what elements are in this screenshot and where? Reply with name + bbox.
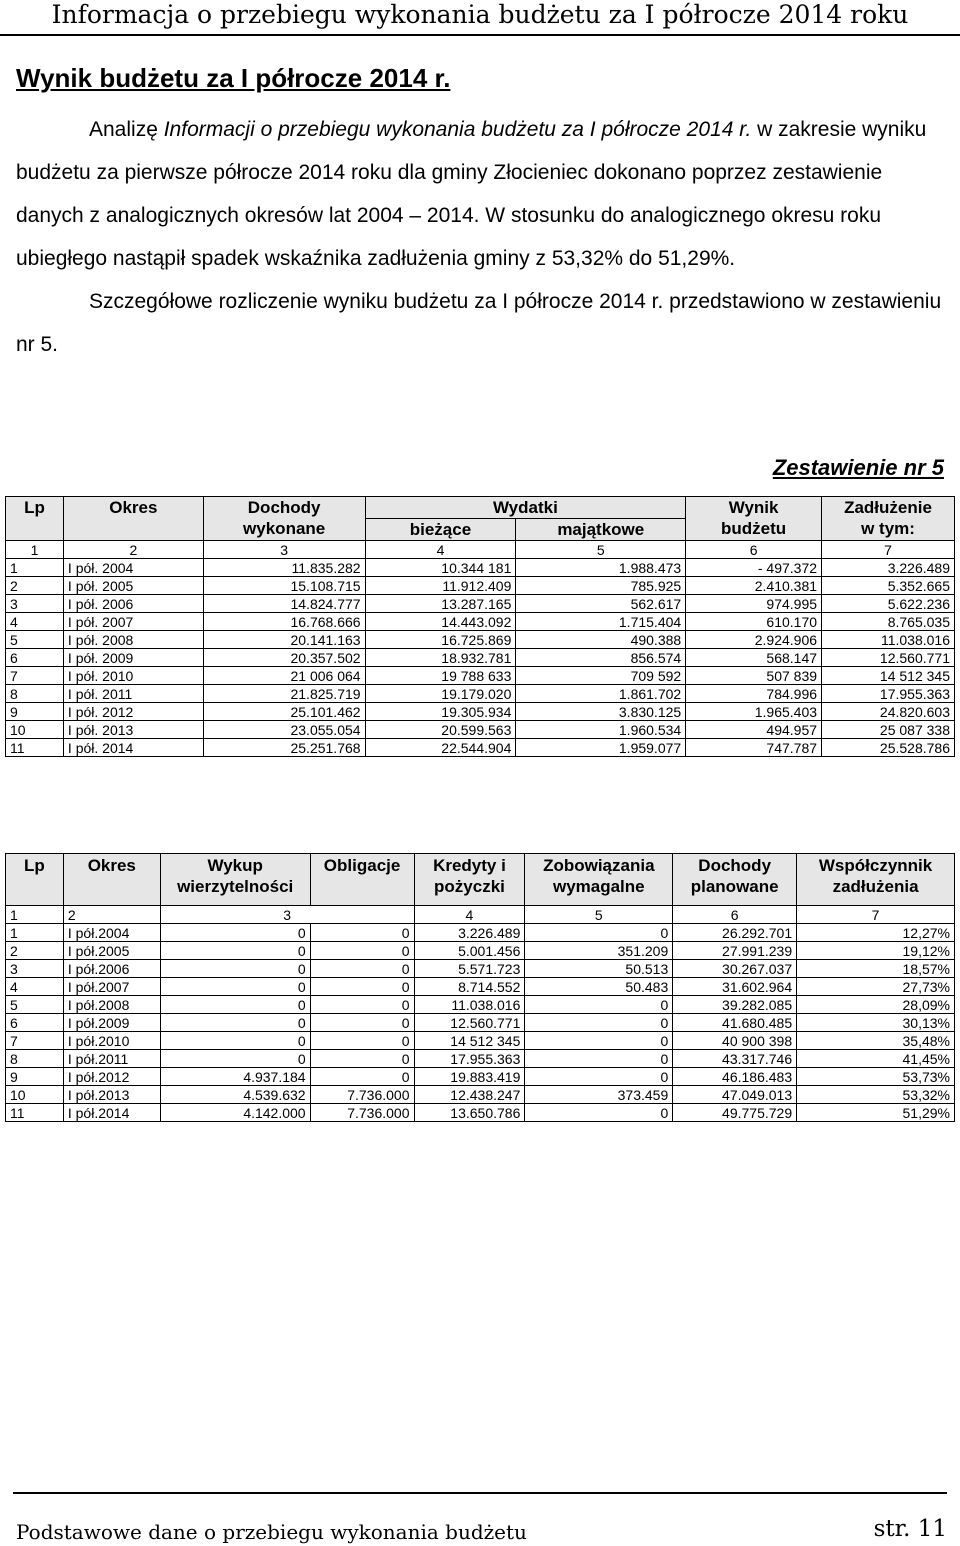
table-cell: 1.960.534	[516, 721, 686, 739]
table-cell: 12.438.247	[414, 1086, 525, 1104]
table-cell: 373.459	[525, 1086, 673, 1104]
table-cell: 11.038.016	[822, 631, 955, 649]
table1-header-lp: Lp	[6, 497, 64, 519]
running-header-title: Informacja o przebiegu wykonania budżetu za I półrocze 2014 roku	[51, 0, 909, 29]
table-cell: 7.736.000	[310, 1104, 414, 1122]
table-cell: 0	[160, 978, 310, 996]
table-cell: 0	[310, 942, 414, 960]
table-cell: I pół. 2013	[63, 721, 203, 739]
table-cell: 15.108.715	[203, 577, 365, 595]
table-cell: 31.602.964	[673, 978, 797, 996]
table1-header-row	[6, 497, 955, 519]
table-row	[6, 960, 955, 978]
table2-header-zobowiazania	[525, 854, 673, 906]
column-number: 7	[822, 541, 955, 559]
page-number: str. 11	[873, 1516, 947, 1542]
table-cell: 4	[6, 978, 64, 996]
table-cell: 0	[160, 1032, 310, 1050]
table-cell: 17.955.363	[822, 685, 955, 703]
table2-header-lp: Lp	[6, 854, 64, 906]
table1-header-wydatki: Wydatki	[365, 497, 686, 519]
table-cell: 14 512 345	[822, 667, 955, 685]
table-cell: 4.539.632	[160, 1086, 310, 1104]
table-cell: 2	[6, 942, 64, 960]
column-number: 1	[6, 906, 64, 924]
table-cell: 8.765.035	[822, 613, 955, 631]
table-row	[6, 1050, 955, 1068]
table-cell: 21.825.719	[203, 685, 365, 703]
table-row	[6, 577, 955, 595]
table-cell: 5.571.723	[414, 960, 525, 978]
table-cell: 12.560.771	[414, 1014, 525, 1032]
table1-header-wynik: Wynik	[686, 497, 822, 519]
table-cell: 507 839	[686, 667, 822, 685]
table-cell: 5.622.236	[822, 595, 955, 613]
table2-header-kredyty-line1: Kredyty i	[433, 856, 506, 875]
table-cell: 11	[6, 739, 64, 757]
table-cell: I pół.2014	[63, 1104, 160, 1122]
table1-header-zadluzenie-sub: w tym:	[822, 519, 955, 541]
table-cell: 10	[6, 721, 64, 739]
table-cell: 11.912.409	[365, 577, 516, 595]
table-row	[6, 996, 955, 1014]
table-cell: 11.038.016	[414, 996, 525, 1014]
table-cell: 562.617	[516, 595, 686, 613]
table-cell: 8	[6, 1050, 64, 1068]
table-cell: 0	[160, 942, 310, 960]
table2-header-dochody-line1: Dochody	[698, 856, 772, 875]
table-cell: I pół. 2010	[63, 667, 203, 685]
debt-ratio-table	[5, 853, 955, 1122]
table-cell: 25 087 338	[822, 721, 955, 739]
table2-body	[6, 924, 955, 1122]
table-row	[6, 559, 955, 577]
table-cell: 18,57%	[797, 960, 955, 978]
table-cell: - 497.372	[686, 559, 822, 577]
table2-header-wspolczynnik-line1: Współczynnik	[818, 856, 933, 875]
table-cell: 3	[6, 960, 64, 978]
table1-header-majatkowe: majątkowe	[516, 519, 686, 541]
table2-header-dochody	[673, 854, 797, 906]
table-cell: I pół.2013	[63, 1086, 160, 1104]
table-row	[6, 1068, 955, 1086]
table-row	[6, 1086, 955, 1104]
table2-column-numbers	[6, 906, 955, 924]
section-title: Wynik budżetu za I półrocze 2014 r.	[16, 63, 451, 93]
table-cell: 25.251.768	[203, 739, 365, 757]
column-number: 7	[797, 906, 955, 924]
column-number: 2	[63, 541, 203, 559]
table-cell: 1	[6, 924, 64, 942]
table-cell: 9	[6, 1068, 64, 1086]
table-cell: 24.820.603	[822, 703, 955, 721]
table-cell: 7.736.000	[310, 1086, 414, 1104]
table-cell: 16.725.869	[365, 631, 516, 649]
column-number: 4	[414, 906, 525, 924]
table-cell: 50.483	[525, 978, 673, 996]
table-cell: I pół. 2006	[63, 595, 203, 613]
table2-header-wspolczynnik	[797, 854, 955, 906]
table-cell: 46.186.483	[673, 1068, 797, 1086]
table-cell: 19,12%	[797, 942, 955, 960]
table-row	[6, 595, 955, 613]
table-cell: 16.768.666	[203, 613, 365, 631]
table-cell: 0	[160, 924, 310, 942]
table-cell: 0	[525, 1050, 673, 1068]
table-cell: 53,32%	[797, 1086, 955, 1104]
table-cell: 39.282.085	[673, 996, 797, 1014]
table-cell: 53,73%	[797, 1068, 955, 1086]
table-cell: 1.861.702	[516, 685, 686, 703]
table2-header-wspolczynnik-line2: zadłużenia	[832, 877, 919, 896]
paragraph-rest: w zakresie wyniku budżetu za pierwsze półrocze 2014 roku dla gminy Złocieniec dokonano poprzez zestawienie danych z analogicznych okresów lat 2004 – 2014. W stosunku do analogicznego okresu roku ubiegłego nastąpił spadek wskaźnika zadłużenia gminy z 53,32% do 51,29%.	[16, 118, 927, 270]
column-number: 3	[203, 541, 365, 559]
table-row	[6, 739, 955, 757]
table-cell: 43.317.746	[673, 1050, 797, 1068]
column-number: 2	[63, 906, 160, 924]
table-cell: 6	[6, 1014, 64, 1032]
table-cell: 27,73%	[797, 978, 955, 996]
table-cell: 7	[6, 1032, 64, 1050]
table-cell: 3.226.489	[414, 924, 525, 942]
table-cell: 20.141.163	[203, 631, 365, 649]
table-cell: 0	[310, 978, 414, 996]
table2-header-wykup-line2: wierzytelności	[177, 877, 294, 896]
table-cell: 50.513	[525, 960, 673, 978]
table-cell: 2.410.381	[686, 577, 822, 595]
table-row	[6, 924, 955, 942]
table-cell: 23.055.054	[203, 721, 365, 739]
table-row	[6, 978, 955, 996]
table-cell: 1.988.473	[516, 559, 686, 577]
table-cell: 1.715.404	[516, 613, 686, 631]
paragraph-lead: Analizę	[89, 118, 164, 141]
table1-header-blank	[63, 519, 203, 541]
table-cell: 27.991.239	[673, 942, 797, 960]
body-text	[16, 108, 951, 366]
table-cell: 14 512 345	[414, 1032, 525, 1050]
table-cell: 0	[310, 1050, 414, 1068]
table-cell: 30.267.037	[673, 960, 797, 978]
table-cell: 21 006 064	[203, 667, 365, 685]
table2-header-wykup	[160, 854, 310, 906]
footer-section-title: Podstawowe dane o przebiegu wykonania budżetu	[16, 1520, 527, 1544]
column-number: 6	[686, 541, 822, 559]
table-cell: I pół.2008	[63, 996, 160, 1014]
table-cell: I pół.2005	[63, 942, 160, 960]
table1-header-dochody: Dochody	[203, 497, 365, 519]
table-cell: I pół.2009	[63, 1014, 160, 1032]
table1-header-wynik-sub: budżetu	[686, 519, 822, 541]
table-cell: 490.388	[516, 631, 686, 649]
table-cell: I pół. 2009	[63, 649, 203, 667]
table-row	[6, 1032, 955, 1050]
table-cell: 19.883.419	[414, 1068, 525, 1086]
paragraph-analysis	[16, 108, 951, 280]
table2-header-wykup-line1: Wykup	[207, 856, 263, 875]
table-cell: I pół.2011	[63, 1050, 160, 1068]
table-cell: 1.959.077	[516, 739, 686, 757]
table-cell: I pół. 2011	[63, 685, 203, 703]
column-number: 5	[516, 541, 686, 559]
table-cell: 3.226.489	[822, 559, 955, 577]
table2-header-kredyty	[414, 854, 525, 906]
table-cell: 49.775.729	[673, 1104, 797, 1122]
table-cell: 4.142.000	[160, 1104, 310, 1122]
table-cell: 1.965.403	[686, 703, 822, 721]
table-cell: 10	[6, 1086, 64, 1104]
table-cell: 747.787	[686, 739, 822, 757]
table-cell: 9	[6, 703, 64, 721]
table-cell: 41,45%	[797, 1050, 955, 1068]
table-cell: 19 788 633	[365, 667, 516, 685]
table-cell: 0	[525, 1014, 673, 1032]
table-cell: 51,29%	[797, 1104, 955, 1122]
table-cell: 856.574	[516, 649, 686, 667]
column-number: 5	[525, 906, 673, 924]
table-cell: I pół. 2008	[63, 631, 203, 649]
table-cell: 35,48%	[797, 1032, 955, 1050]
header-rule	[0, 34, 960, 36]
table-cell: 13.287.165	[365, 595, 516, 613]
table-cell: 40 900 398	[673, 1032, 797, 1050]
table-cell: I pół. 2014	[63, 739, 203, 757]
table-cell: 28,09%	[797, 996, 955, 1014]
table-cell: 610.170	[686, 613, 822, 631]
table-cell: 18.932.781	[365, 649, 516, 667]
footer-rule	[13, 1492, 947, 1494]
table1-header-okres: Okres	[63, 497, 203, 519]
table-cell: 0	[310, 960, 414, 978]
table1-header-blank	[6, 519, 64, 541]
table-cell: 2	[6, 577, 64, 595]
table-cell: 47.049.013	[673, 1086, 797, 1104]
table-cell: 25.528.786	[822, 739, 955, 757]
table2-header-dochody-line2: planowane	[690, 877, 779, 896]
table-row	[6, 721, 955, 739]
table-cell: 41.680.485	[673, 1014, 797, 1032]
table1-header-row-2	[6, 519, 955, 541]
table-cell: I pół. 2004	[63, 559, 203, 577]
table-row	[6, 703, 955, 721]
table-cell: I pół.2007	[63, 978, 160, 996]
table-cell: 26.292.701	[673, 924, 797, 942]
table-cell: 12,27%	[797, 924, 955, 942]
table-cell: 0	[525, 924, 673, 942]
table-cell: 0	[160, 960, 310, 978]
table-cell: 3	[6, 595, 64, 613]
table-cell: 494.957	[686, 721, 822, 739]
table1-column-numbers	[6, 541, 955, 559]
table-cell: 709 592	[516, 667, 686, 685]
table-cell: 784.996	[686, 685, 822, 703]
table-cell: 8.714.552	[414, 978, 525, 996]
table1-body	[6, 559, 955, 757]
table-cell: 7	[6, 667, 64, 685]
table-cell: I pół.2004	[63, 924, 160, 942]
table-cell: 30,13%	[797, 1014, 955, 1032]
table-cell: 1	[6, 559, 64, 577]
table-cell: 0	[160, 996, 310, 1014]
table-cell: 0	[525, 1032, 673, 1050]
table-cell: 20.357.502	[203, 649, 365, 667]
table-cell: 11	[6, 1104, 64, 1122]
table1-header-dochody-sub: wykonane	[203, 519, 365, 541]
table-cell: 5.352.665	[822, 577, 955, 595]
table2-header-row	[6, 854, 955, 906]
table-cell: 2.924.906	[686, 631, 822, 649]
table-cell: I pół.2010	[63, 1032, 160, 1050]
table-cell: 25.101.462	[203, 703, 365, 721]
table-cell: 22.544.904	[365, 739, 516, 757]
table-cell: 0	[160, 1014, 310, 1032]
table-cell: 0	[310, 996, 414, 1014]
table-cell: 0	[310, 1068, 414, 1086]
table-cell: 5.001.456	[414, 942, 525, 960]
table-row	[6, 631, 955, 649]
table-row	[6, 613, 955, 631]
running-header	[0, 0, 960, 40]
column-number: 1	[6, 541, 64, 559]
column-number: 6	[673, 906, 797, 924]
table-cell: 0	[525, 996, 673, 1014]
table-row	[6, 942, 955, 960]
table-cell: 19.305.934	[365, 703, 516, 721]
table2-header-zobowiazania-line1: Zobowiązania	[543, 856, 655, 875]
table2-header-okres: Okres	[63, 854, 160, 906]
table2-header-kredyty-line2: pożyczki	[434, 877, 505, 896]
column-number: 3	[160, 906, 414, 924]
table-cell: I pół. 2005	[63, 577, 203, 595]
table-row	[6, 667, 955, 685]
table2-header-zobowiazania-line2: wymagalne	[552, 877, 645, 896]
table-cell: 568.147	[686, 649, 822, 667]
table1-header-zadluzenie: Zadłużenie	[822, 497, 955, 519]
table-cell: 11.835.282	[203, 559, 365, 577]
paragraph-details: Szczegółowe rozliczenie wyniku budżetu za I półrocze 2014 r. przedstawiono w zestawieniu nr 5.	[16, 290, 942, 356]
table-cell: 3.830.125	[516, 703, 686, 721]
table-row	[6, 1104, 955, 1122]
table-cell: 0	[525, 1068, 673, 1086]
table-cell: 0	[160, 1050, 310, 1068]
table-row	[6, 685, 955, 703]
table1-header-biezace: bieżące	[365, 519, 516, 541]
column-number: 4	[365, 541, 516, 559]
table-cell: 17.955.363	[414, 1050, 525, 1068]
table-cell: 12.560.771	[822, 649, 955, 667]
table-cell: 0	[310, 1032, 414, 1050]
table-cell: 4	[6, 613, 64, 631]
table-row	[6, 649, 955, 667]
table-cell: 10.344 181	[365, 559, 516, 577]
table-cell: 19.179.020	[365, 685, 516, 703]
table-cell: 14.443.092	[365, 613, 516, 631]
table-cell: 0	[310, 924, 414, 942]
table-cell: 5	[6, 631, 64, 649]
table-cell: 6	[6, 649, 64, 667]
table-cell: I pół.2012	[63, 1068, 160, 1086]
table-cell: 13.650.786	[414, 1104, 525, 1122]
table-cell: I pół. 2007	[63, 613, 203, 631]
statement-label: Zestawienie nr 5	[772, 455, 944, 480]
table-cell: 0	[310, 1014, 414, 1032]
table-cell: 4.937.184	[160, 1068, 310, 1086]
table-cell: 785.925	[516, 577, 686, 595]
table-cell: 0	[525, 1104, 673, 1122]
table-cell: I pół.2006	[63, 960, 160, 978]
table2-header-obligacje: Obligacje	[310, 854, 414, 906]
table-cell: 20.599.563	[365, 721, 516, 739]
table-cell: 974.995	[686, 595, 822, 613]
table-cell: 5	[6, 996, 64, 1014]
table-row	[6, 1014, 955, 1032]
paragraph-document-title: Informacji o przebiegu wykonania budżetu za I półrocze 2014 r.	[163, 118, 752, 141]
table-cell: 8	[6, 685, 64, 703]
table-cell: 14.824.777	[203, 595, 365, 613]
table-cell: 351.209	[525, 942, 673, 960]
table-cell: I pół. 2012	[63, 703, 203, 721]
budget-result-table	[5, 496, 955, 757]
